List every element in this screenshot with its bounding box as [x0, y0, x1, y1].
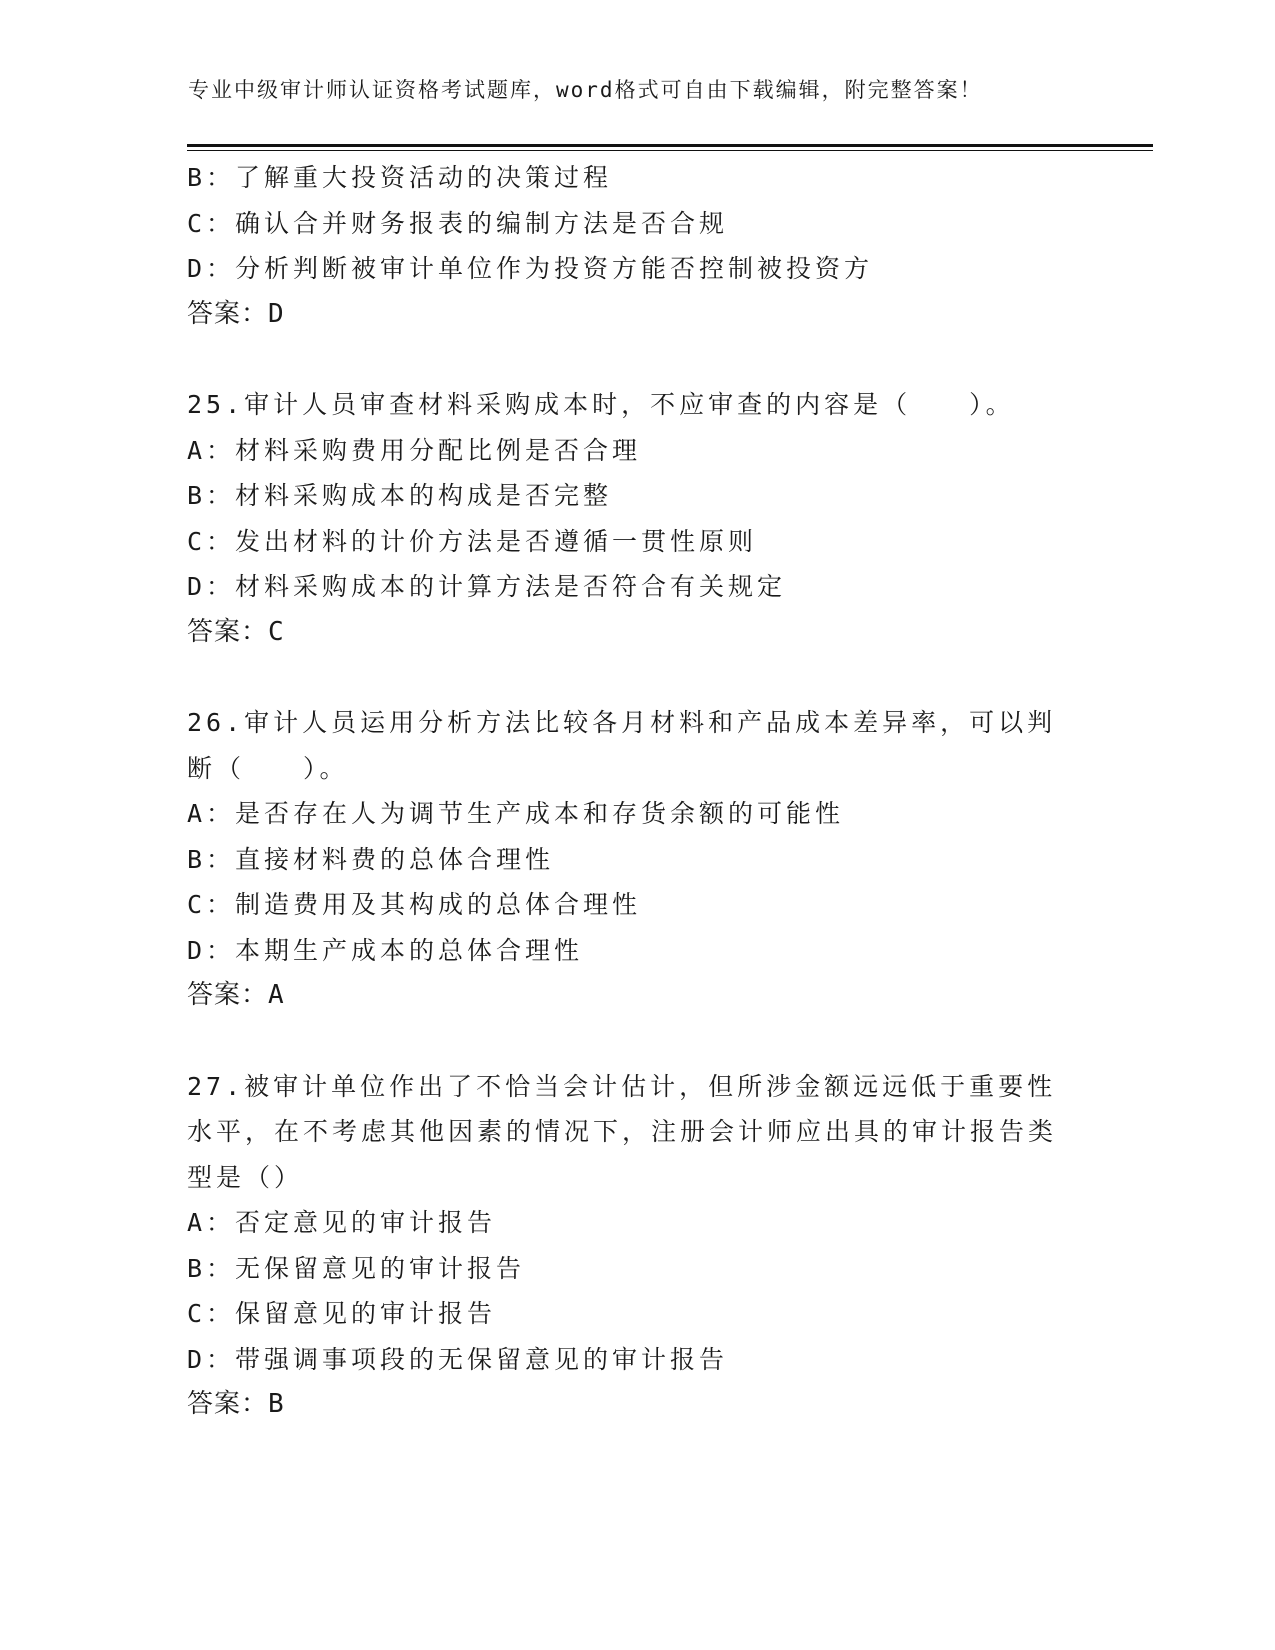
option-d: D：带强调事项段的无保留意见的审计报告 [187, 1344, 729, 1374]
answer-label: 答案：A [187, 980, 285, 1010]
question-stem: 25.审计人员审查材料采购成本时，不应审查的内容是（ ）。 [187, 390, 1015, 419]
option-a: A：材料采购费用分配比例是否合理 [187, 435, 642, 465]
question-block-25 [187, 382, 1087, 655]
option-b: B：无保留意见的审计报告 [187, 1253, 526, 1283]
option-a: A：是否存在人为调节生产成本和存货余额的可能性 [187, 799, 845, 828]
answer-label: 答案：B [187, 1389, 285, 1419]
question-stem: 27.被审计单位作出了不恰当会计估计，但所涉金额远远低于重要性水平，在不考虑其他因素的情况下，注册会计师应出具的审计报告类型是（） [187, 1071, 1058, 1192]
page-header: 专业中级审计师认证资格考试题库，word格式可自由下载编辑，附完整答案！ [188, 78, 983, 102]
option-b: B：直接材料费的总体合理性 [187, 844, 555, 874]
question-block-24-continued [187, 155, 1087, 337]
answer-label: 答案：D [187, 298, 285, 329]
option-c: C：保留意见的审计报告 [187, 1299, 497, 1328]
question-block-27 [187, 1064, 1087, 1428]
option-b: B：了解重大投资活动的决策过程 [187, 163, 613, 192]
option-c: C：发出材料的计价方法是否遵循一贯性原则 [187, 526, 758, 556]
option-b: B：材料采购成本的构成是否完整 [187, 481, 613, 510]
question-block-26 [187, 700, 1087, 1019]
header-rule-thin [187, 150, 1153, 151]
question-stem: 26.审计人员运用分析方法比较各月材料和产品成本差异率，可以判断（ ）。 [187, 708, 1057, 783]
option-d: D：分析判断被审计单位作为投资方能否控制被投资方 [187, 254, 874, 283]
option-d: D：材料采购成本的计算方法是否符合有关规定 [187, 572, 787, 601]
option-a: A：否定意见的审计报告 [187, 1208, 497, 1237]
question-list [187, 155, 1087, 1428]
option-c: C：制造费用及其构成的总体合理性 [187, 890, 642, 919]
option-d: D：本期生产成本的总体合理性 [187, 935, 584, 965]
option-c: C：确认合并财务报表的编制方法是否合规 [187, 208, 729, 238]
answer-label: 答案：C [187, 616, 285, 647]
header-rule-thick [187, 144, 1153, 147]
